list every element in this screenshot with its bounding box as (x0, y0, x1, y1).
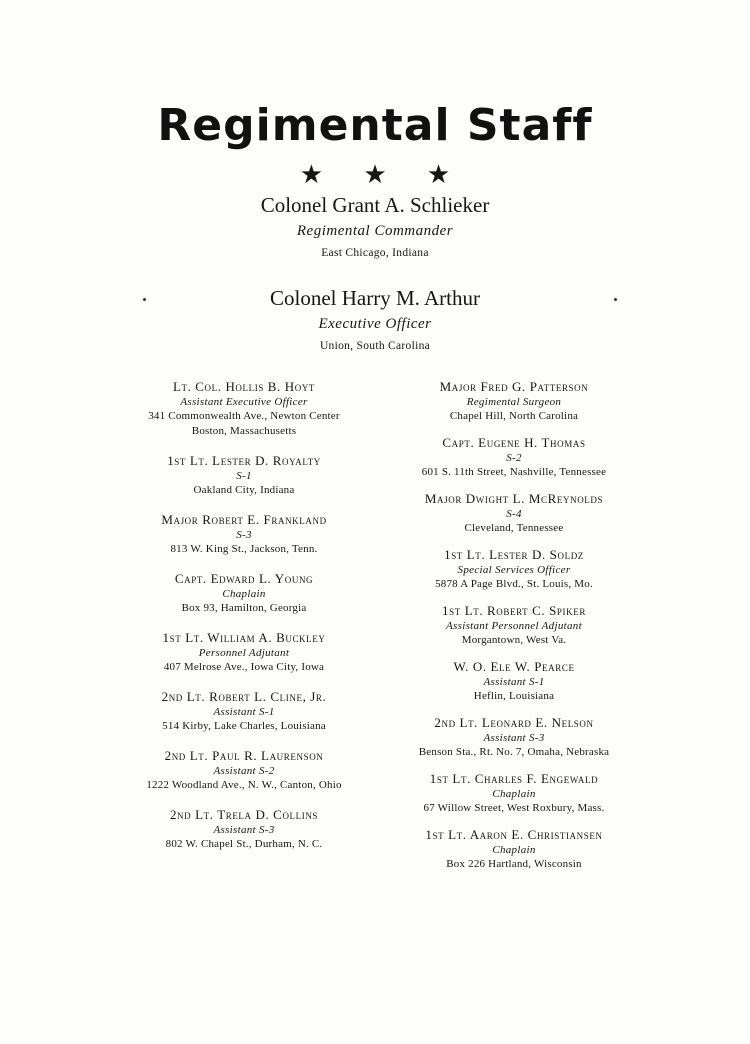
commander-name: Colonel Harry M. Arthur (270, 286, 480, 310)
staff-address: Chapel Hill, North Carolina (449, 410, 579, 422)
staff-address: 1222 Woodland Ave., N. W., Canton, Ohio (146, 779, 342, 791)
staff-address: 802 W. Chapel St., Durham, N. C. (165, 838, 323, 850)
staff-column-right (380, 378, 648, 882)
staff-entry (380, 658, 648, 704)
staff-address: Oakland City, Indiana (193, 484, 295, 496)
staff-address: Heflin, Louisiana (473, 690, 555, 702)
staff-name: Major Robert E. Frankland (161, 512, 327, 527)
staff-role: Chaplain (222, 588, 266, 600)
staff-name: 1st Lt. Robert C. Spiker (442, 603, 586, 618)
staff-address: Box 93, Hamilton, Georgia (181, 602, 307, 614)
staff-role: Assistant Personnel Adjutant (446, 620, 582, 632)
staff-role: Special Services Officer (457, 564, 571, 576)
staff-entry (380, 714, 648, 760)
staff-name: 2nd Lt. Robert L. Cline, Jr. (161, 689, 327, 704)
staff-address: 514 Kirby, Lake Charles, Louisiana (162, 720, 326, 732)
staff-role: Assistant S-2 (213, 765, 275, 777)
executive-officer-block (0, 285, 750, 354)
commander-name: Colonel Grant A. Schlieker (260, 193, 490, 217)
staff-address: Morgantown, West Va. (461, 634, 567, 646)
staff-entry (112, 452, 376, 498)
staff-entry (380, 434, 648, 480)
staff-role: S-1 (236, 470, 252, 482)
staff-name: 2nd Lt. Paul R. Laurenson (164, 748, 324, 763)
staff-name: 1st Lt. William A. Buckley (162, 630, 326, 645)
staff-name: W. O. Ele W. Pearce (453, 659, 575, 674)
staff-entry (112, 747, 376, 793)
staff-address: Benson Sta., Rt. No. 7, Omaha, Nebraska (418, 746, 610, 758)
staff-entry (112, 806, 376, 852)
staff-address: Boston, Massachusetts (191, 425, 297, 437)
staff-address: Box 226 Hartland, Wisconsin (446, 858, 582, 870)
staff-role: S-2 (506, 452, 522, 464)
staff-role: Regimental Surgeon (466, 396, 562, 408)
staff-name: 1st Lt. Aaron E. Christiansen (425, 827, 603, 842)
page-title: Regimental Staff (157, 100, 593, 151)
staff-name: Capt. Edward L. Young (174, 571, 314, 586)
staff-entry (380, 826, 648, 872)
commander-block (0, 192, 750, 261)
staff-name: Capt. Eugene H. Thomas (442, 435, 586, 450)
staff-address: 813 W. King St., Jackson, Tenn. (170, 543, 318, 555)
staff-role: Personnel Adjutant (198, 647, 290, 659)
staff-name: 1st Lt. Lester D. Royalty (167, 453, 321, 468)
staff-address: Cleveland, Tennessee (464, 522, 564, 534)
staff-name: Major Fred G. Patterson (439, 379, 589, 394)
staff-name: 2nd Lt. Leonard E. Nelson (434, 715, 594, 730)
staff-name: Major Dwight L. McReynolds (424, 491, 604, 506)
staff-address: 5878 A Page Blvd., St. Louis, Mo. (435, 578, 593, 590)
star-ornament-icon: ★ ★ ★ (299, 160, 467, 190)
staff-role: Assistant Executive Officer (180, 396, 308, 408)
commander-role: Executive Officer (318, 316, 432, 332)
staff-entry (380, 490, 648, 536)
staff-role: S-3 (236, 529, 252, 541)
commander-place: East Chicago, Indiana (321, 247, 429, 259)
staff-entry (112, 511, 376, 557)
staff-role: Assistant S-1 (483, 676, 545, 688)
staff-entry (112, 570, 376, 616)
staff-role: Assistant S-1 (213, 706, 275, 718)
staff-entry (380, 770, 648, 816)
staff-entry (380, 602, 648, 648)
staff-name: 1st Lt. Charles F. Engewald (429, 771, 599, 786)
commander-place: Union, South Carolina (319, 340, 431, 352)
staff-address: 601 S. 11th Street, Nashville, Tennessee (421, 466, 607, 478)
staff-address: 407 Melrose Ave., Iowa City, Iowa (163, 661, 325, 673)
staff-entry (380, 378, 648, 424)
staff-entry (112, 629, 376, 675)
staff-role: Assistant S-3 (213, 824, 275, 836)
staff-role: S-4 (506, 508, 522, 520)
staff-name: 2nd Lt. Trela D. Collins (169, 807, 319, 822)
staff-role: Chaplain (492, 788, 536, 800)
commander-role: Regimental Commander (296, 223, 454, 239)
staff-column-left (112, 378, 376, 865)
staff-entry (112, 688, 376, 734)
staff-entry (380, 546, 648, 592)
staff-name: Lt. Col. Hollis B. Hoyt (172, 379, 316, 394)
staff-role: Chaplain (492, 844, 536, 856)
staff-address: 341 Commonwealth Ave., Newton Center (148, 410, 340, 422)
staff-name: 1st Lt. Lester D. Soldz (444, 547, 584, 562)
staff-role: Assistant S-3 (483, 732, 545, 744)
staff-address: 67 Willow Street, West Roxbury, Mass. (423, 802, 605, 814)
staff-entry (112, 378, 376, 439)
